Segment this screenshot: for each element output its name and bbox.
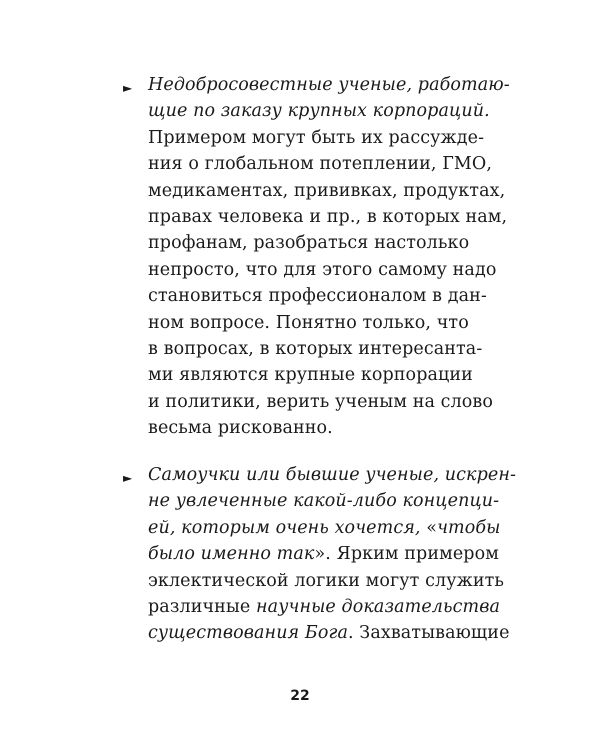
regular-text: различные	[148, 597, 257, 617]
page-number: 22	[290, 688, 310, 704]
text-line	[148, 286, 487, 306]
regular-text: эклектической логики могут служить	[148, 570, 505, 591]
text-line	[148, 544, 499, 564]
italic-text: Недобросовестные ученые, работаю-	[148, 75, 510, 95]
regular-text: непросто, что для этого самому надо	[148, 259, 497, 280]
bullet-arrow-icon: ►	[123, 471, 133, 485]
text-line	[148, 571, 504, 591]
text-line	[148, 392, 493, 412]
regular-text: Примером могут быть их рассужде-	[148, 127, 485, 148]
regular-text: «	[426, 517, 438, 538]
italic-text: существования Бога	[148, 623, 348, 644]
text-line	[148, 154, 492, 174]
regular-text: весьма рискованно.	[148, 418, 333, 439]
italic-text: ей, которым очень хочется,	[148, 517, 427, 538]
regular-text: ном вопросе. Понятно только, что	[148, 312, 469, 333]
bullet-arrow-icon: ►	[123, 81, 133, 95]
text-line	[148, 128, 484, 148]
regular-text: и политики, верить ученым на слово	[148, 391, 494, 412]
italic-text: было именно так	[148, 544, 315, 565]
regular-text: профанам, разобраться настолько	[148, 233, 470, 254]
italic-text: щие по заказу крупных корпораций.	[148, 101, 490, 122]
text-line	[148, 181, 505, 201]
text-line	[148, 75, 510, 95]
regular-text: ». Ярким примером	[314, 544, 499, 565]
text-line	[148, 623, 510, 643]
regular-text: ния о глобальном потеплении, ГМО,	[148, 154, 493, 175]
text-line	[148, 597, 500, 617]
regular-text: . Захватывающие	[347, 623, 510, 644]
italic-text: чтобы	[437, 517, 501, 538]
italic-text: не увлеченные какой-либо концепци-	[148, 491, 500, 512]
text-line	[148, 101, 490, 121]
text-line	[148, 339, 482, 359]
text-line	[148, 465, 516, 485]
regular-text: медикаментах, прививках, продуктах,	[148, 180, 506, 201]
text-line	[148, 418, 333, 438]
text-line	[148, 491, 499, 511]
text-line	[148, 207, 507, 227]
text-line	[148, 260, 496, 280]
regular-text: правах человека и пр., в которых нам,	[148, 207, 508, 227]
text-line	[148, 233, 469, 253]
text-line	[148, 518, 501, 538]
regular-text: становиться профессионалом в дан-	[148, 286, 487, 307]
italic-text: Самоучки или бывшие ученые, искрен-	[148, 465, 517, 485]
text-line	[148, 365, 473, 385]
italic-text: научные доказательства	[256, 597, 501, 617]
regular-text: ми являются крупные корпорации	[148, 365, 473, 386]
text-line	[148, 313, 469, 333]
regular-text: в вопросах, в которых интересанта-	[148, 339, 483, 359]
